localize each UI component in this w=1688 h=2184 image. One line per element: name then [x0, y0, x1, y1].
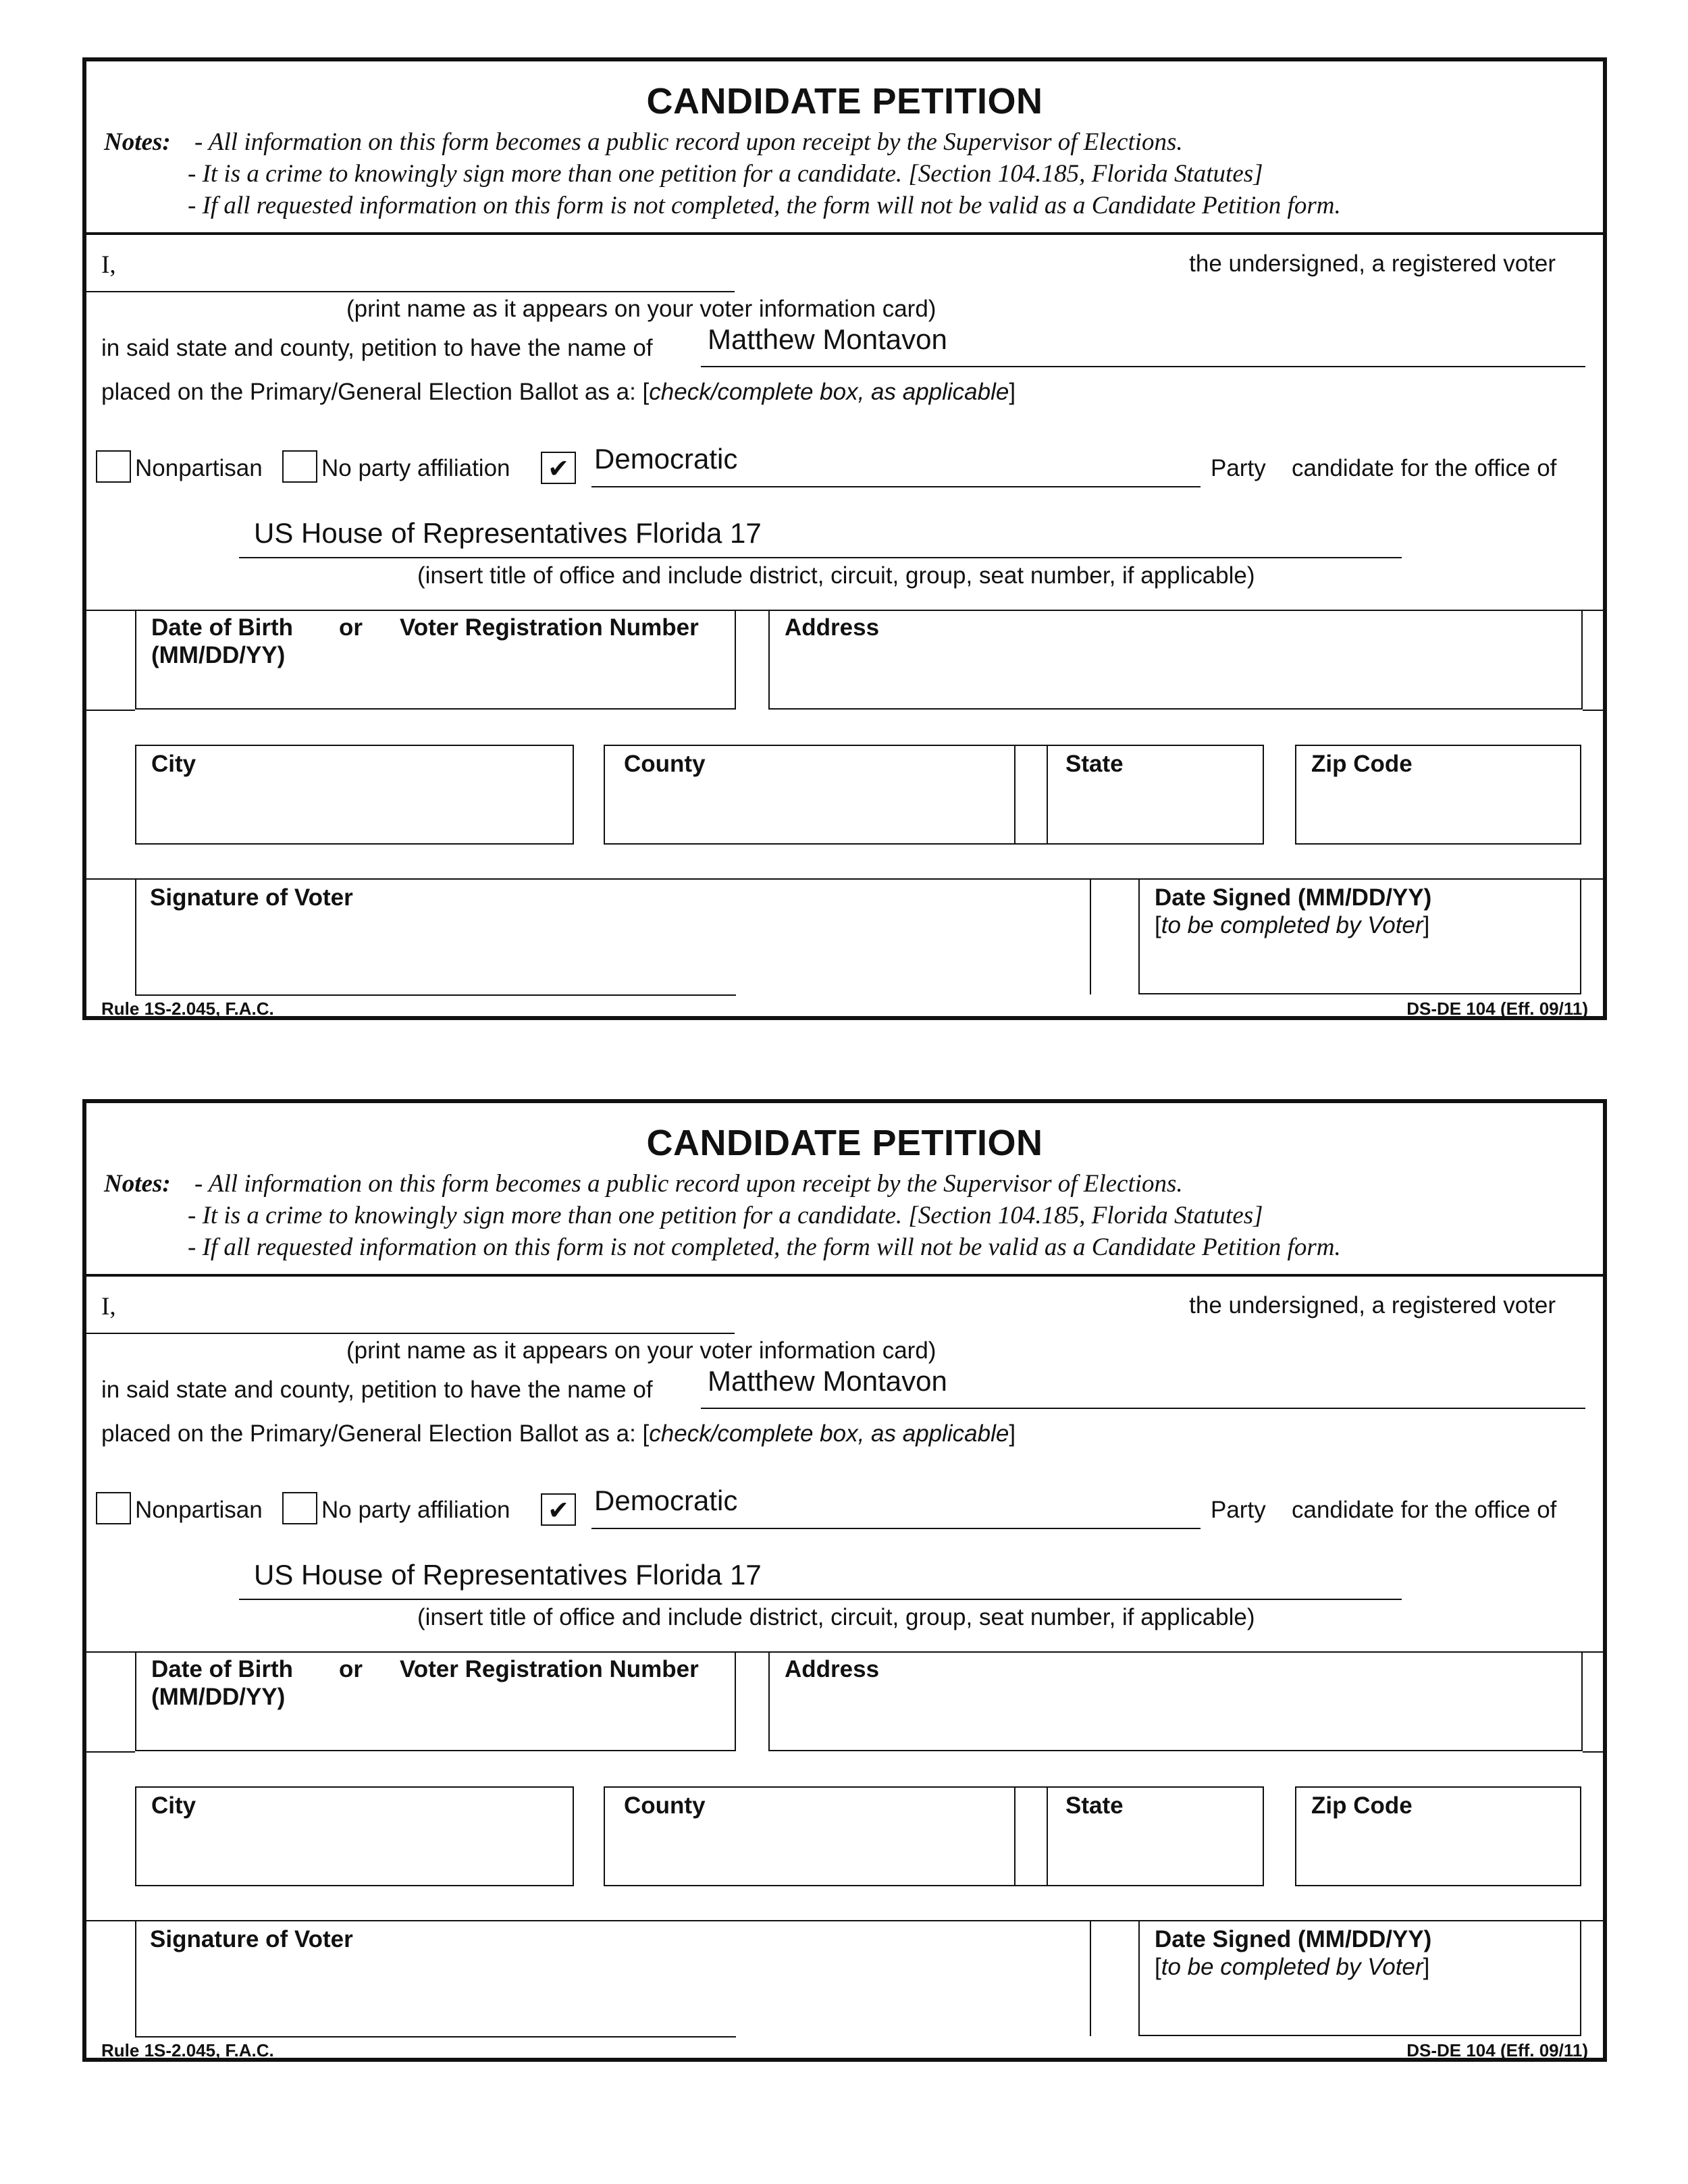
party-checkbox[interactable]	[541, 452, 576, 484]
petition-text: in said state and county, petition to have the name of	[101, 1377, 653, 1403]
city-field[interactable]	[135, 1786, 574, 1886]
form-code: DS-DE 104 (Eff. 09/11)	[1406, 998, 1588, 1019]
checkmark-icon: ✔	[548, 454, 569, 483]
or-label: or	[339, 1656, 363, 1682]
party-name-value[interactable]: Democratic	[594, 1485, 738, 1516]
undersigned-text: the undersigned, a registered voter	[1189, 1292, 1556, 1319]
row1-bottom-right-rule	[1583, 1751, 1603, 1753]
state-field[interactable]	[1047, 745, 1264, 845]
vrn-label: Voter Registration Number	[400, 614, 699, 641]
address-label: Address	[785, 1656, 880, 1682]
date-signed-note: [to be completed by Voter]	[1155, 1954, 1430, 1980]
signature-left-border	[135, 1920, 136, 2036]
voter-name-line[interactable]	[86, 291, 735, 292]
address-field[interactable]	[768, 610, 1583, 710]
petition-title: CANDIDATE PETITION	[646, 1123, 1043, 1163]
party-checkbox[interactable]	[541, 1493, 576, 1526]
candidate-name-value[interactable]: Matthew Montavon	[708, 1365, 947, 1397]
dob-format: (MM/DD/YY)	[151, 1684, 286, 1710]
zip-code-label: Zip Code	[1311, 1792, 1413, 1819]
no-party-affiliation-label: No party affiliation	[321, 1497, 510, 1523]
signature-line[interactable]	[135, 2036, 736, 2037]
candidate-name-line	[701, 1408, 1585, 1409]
zip-code-field[interactable]	[1295, 1786, 1581, 1886]
rule-reference: Rule 1S-2.045, F.A.C.	[101, 2040, 274, 2060]
county-field[interactable]	[604, 745, 1048, 845]
note-validity: - If all requested information on this form is not completed, the form will not be valid as a Candidate Petition form.	[188, 1233, 1341, 1261]
petition-text: in said state and county, petition to have the name of	[101, 335, 653, 361]
note-public-record: - All information on this form becomes a public record upon receipt by the Supervisor of Elections.	[194, 1170, 1183, 1198]
address-label: Address	[785, 614, 880, 641]
ballot-instruction: placed on the Primary/General Election Ballot as a: [check/complete box, as applicable]	[101, 379, 1016, 405]
office-title-value[interactable]: US House of Representatives Florida 17	[254, 1559, 762, 1591]
county-inner-divider	[1014, 1786, 1016, 1886]
signature-line[interactable]	[135, 994, 736, 996]
checkmark-icon	[284, 1493, 316, 1523]
dob-label: Date of Birth	[151, 614, 293, 641]
nonpartisan-checkbox[interactable]	[96, 450, 131, 483]
no-party-affiliation-label: No party affiliation	[321, 455, 510, 481]
checkmark-icon: ✔	[548, 1495, 569, 1525]
or-label: or	[339, 614, 363, 641]
no-party-affiliation-checkbox[interactable]	[282, 1492, 317, 1524]
rule-reference: Rule 1S-2.045, F.A.C.	[101, 998, 274, 1019]
state-label: State	[1065, 1792, 1124, 1819]
signature-left-border	[135, 878, 136, 994]
office-caption: (insert title of office and include district, circuit, group, seat number, if applicable)	[417, 562, 1255, 589]
city-label: City	[151, 751, 196, 777]
notes-label: Notes:	[104, 1170, 171, 1198]
checkmark-icon	[97, 1493, 130, 1523]
state-label: State	[1065, 751, 1124, 777]
row1-bottom-left-rule	[86, 1751, 135, 1753]
office-text: candidate for the office of	[1292, 1497, 1557, 1523]
print-name-caption: (print name as it appears on your voter information card)	[346, 296, 937, 322]
dob-or-vrn-field[interactable]	[135, 610, 736, 710]
county-inner-divider	[1014, 745, 1016, 845]
party-name-value[interactable]: Democratic	[594, 443, 738, 475]
party-label: Party	[1211, 455, 1266, 481]
city-label: City	[151, 1792, 196, 1819]
dob-label: Date of Birth	[151, 1656, 293, 1682]
candidate-petition-form-2	[82, 1099, 1607, 2062]
party-label: Party	[1211, 1497, 1266, 1523]
party-name-line	[591, 1528, 1201, 1529]
undersigned-text: the undersigned, a registered voter	[1189, 250, 1556, 277]
vrn-label: Voter Registration Number	[400, 1656, 699, 1682]
note-public-record: - All information on this form becomes a public record upon receipt by the Supervisor of Elections.	[194, 128, 1183, 156]
dob-or-vrn-field[interactable]	[135, 1651, 736, 1751]
zip-code-field[interactable]	[1295, 745, 1581, 845]
county-label: County	[624, 751, 706, 777]
checkmark-icon	[284, 452, 316, 481]
party-name-line	[591, 486, 1201, 487]
nonpartisan-checkbox[interactable]	[96, 1492, 131, 1524]
form-code: DS-DE 104 (Eff. 09/11)	[1406, 2040, 1588, 2060]
ballot-instruction: placed on the Primary/General Election Ballot as a: [check/complete box, as applicable]	[101, 1420, 1016, 1447]
nonpartisan-label: Nonpartisan	[135, 1497, 263, 1523]
note-validity: - If all requested information on this form is not completed, the form will not be valid as a Candidate Petition form.	[188, 192, 1341, 219]
date-signed-note: [to be completed by Voter]	[1155, 912, 1430, 938]
date-signed-label: Date Signed (MM/DD/YY)	[1155, 884, 1432, 911]
office-title-line	[239, 1599, 1402, 1600]
office-caption: (insert title of office and include district, circuit, group, seat number, if applicable)	[417, 1604, 1255, 1630]
date-signed-field[interactable]	[1138, 1920, 1581, 2036]
checkmark-icon	[97, 452, 130, 481]
county-field[interactable]	[604, 1786, 1048, 1886]
office-text: candidate for the office of	[1292, 455, 1557, 481]
county-label: County	[624, 1792, 706, 1819]
note-crime-warning: - It is a crime to knowingly sign more than one petition for a candidate. [Section 104.185, Florida Statutes]	[188, 1202, 1263, 1229]
candidate-petition-form-1	[82, 57, 1607, 1020]
row1-bottom-right-rule	[1583, 710, 1603, 711]
signature-label: Signature of Voter	[150, 884, 353, 911]
dob-format: (MM/DD/YY)	[151, 642, 286, 668]
nonpartisan-label: Nonpartisan	[135, 455, 263, 481]
zip-code-label: Zip Code	[1311, 751, 1413, 777]
office-title-line	[239, 557, 1402, 558]
date-signed-label: Date Signed (MM/DD/YY)	[1155, 1926, 1432, 1952]
signature-right-divider	[1090, 878, 1091, 994]
candidate-name-line	[701, 366, 1585, 367]
date-signed-field[interactable]	[1138, 878, 1581, 994]
note-crime-warning: - It is a crime to knowingly sign more than one petition for a candidate. [Section 104.185, Florida Statutes]	[188, 160, 1263, 188]
city-field[interactable]	[135, 745, 574, 845]
notes-label: Notes:	[104, 128, 171, 156]
no-party-affiliation-checkbox[interactable]	[282, 450, 317, 483]
header-divider	[86, 1274, 1603, 1277]
print-name-caption: (print name as it appears on your voter information card)	[346, 1337, 937, 1364]
signature-label: Signature of Voter	[150, 1926, 353, 1952]
row1-bottom-left-rule	[86, 710, 135, 711]
petition-title: CANDIDATE PETITION	[646, 81, 1043, 122]
signature-right-divider	[1090, 1920, 1091, 2036]
i-label: I,	[101, 251, 116, 279]
state-field[interactable]	[1047, 1786, 1264, 1886]
office-title-value[interactable]: US House of Representatives Florida 17	[254, 517, 762, 549]
voter-name-line[interactable]	[86, 1333, 735, 1334]
candidate-name-value[interactable]: Matthew Montavon	[708, 323, 947, 355]
i-label: I,	[101, 1293, 116, 1321]
address-field[interactable]	[768, 1651, 1583, 1751]
header-divider	[86, 232, 1603, 235]
